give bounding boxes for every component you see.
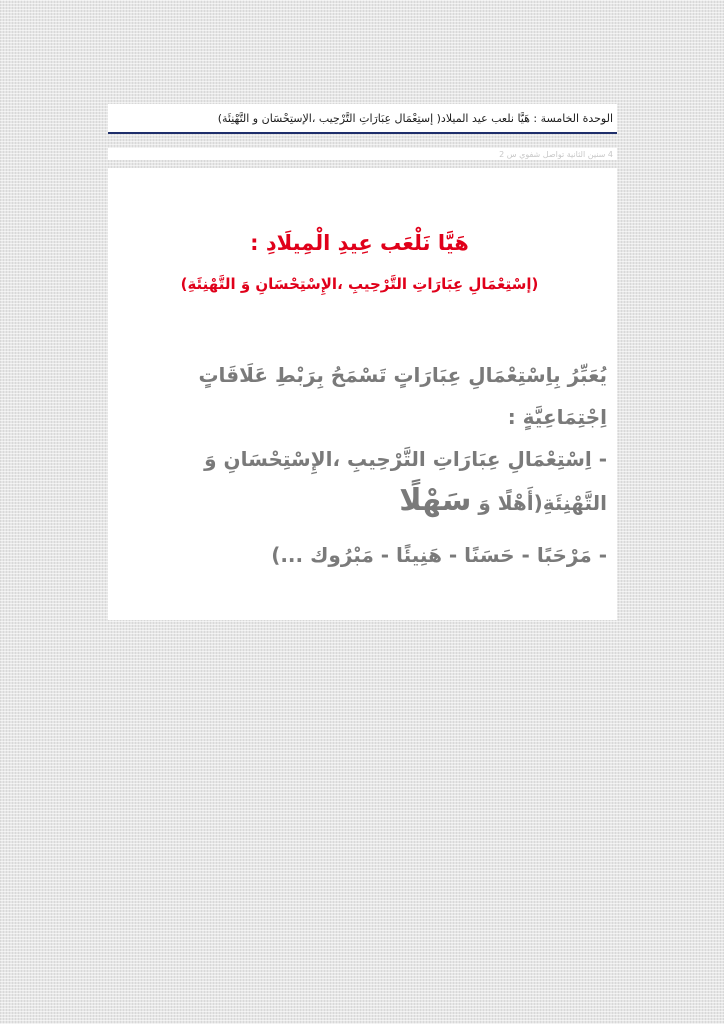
document-page	[108, 0, 617, 620]
expressions-text: - اِسْتِعْمَالِ عِبَارَاتِ التَّرْحِيبِ ،الإِسْتِحْسَانِ وَ التَّهْنِئَةِ(أَهْلًا وَ	[204, 447, 607, 515]
subheader-text: 4 سنين الثانية تواصل شفوي س 2	[499, 149, 613, 159]
objective-line: يُعَبِّرُ بِاِسْتِعْمَالِ عِبَارَاتٍ تَسْمَحُ بِرَبْطِ عَلَاقَاتٍ اِجْتِمَاعِيَّةٍ :	[198, 363, 607, 429]
header-gap	[108, 134, 617, 148]
lesson-title: هَيَّا نَلْعَب عِيدِ الْمِيلَادِ :	[250, 231, 469, 255]
expressions-text-large: سَهْلًا	[399, 483, 472, 518]
lesson-subtitle: (إسْتِعْمَالِ عِبَارَاتِ التَّرْحِيبِ ،الإِسْتِحْسَانِ وَ التَّهْنِئَةِ)	[180, 275, 539, 293]
top-margin	[108, 0, 617, 104]
document-header	[108, 104, 617, 132]
lesson-content	[108, 168, 617, 620]
lesson-body	[112, 354, 607, 576]
examples-line: - مَرْحَبًا - حَسَنًا - هَنِيئًا - مَبْرُوك ...)	[271, 543, 607, 567]
header-title: الوحدة الخامسة : هَيَّا نلعب عيد الميلاد( إستِعْمَال عِبَارَاتِ التَّرْحِيب ،الإستِحْسَان و التَّهْنِئَة)	[217, 111, 613, 125]
expressions-line	[112, 438, 607, 524]
document-subheader	[108, 148, 617, 160]
